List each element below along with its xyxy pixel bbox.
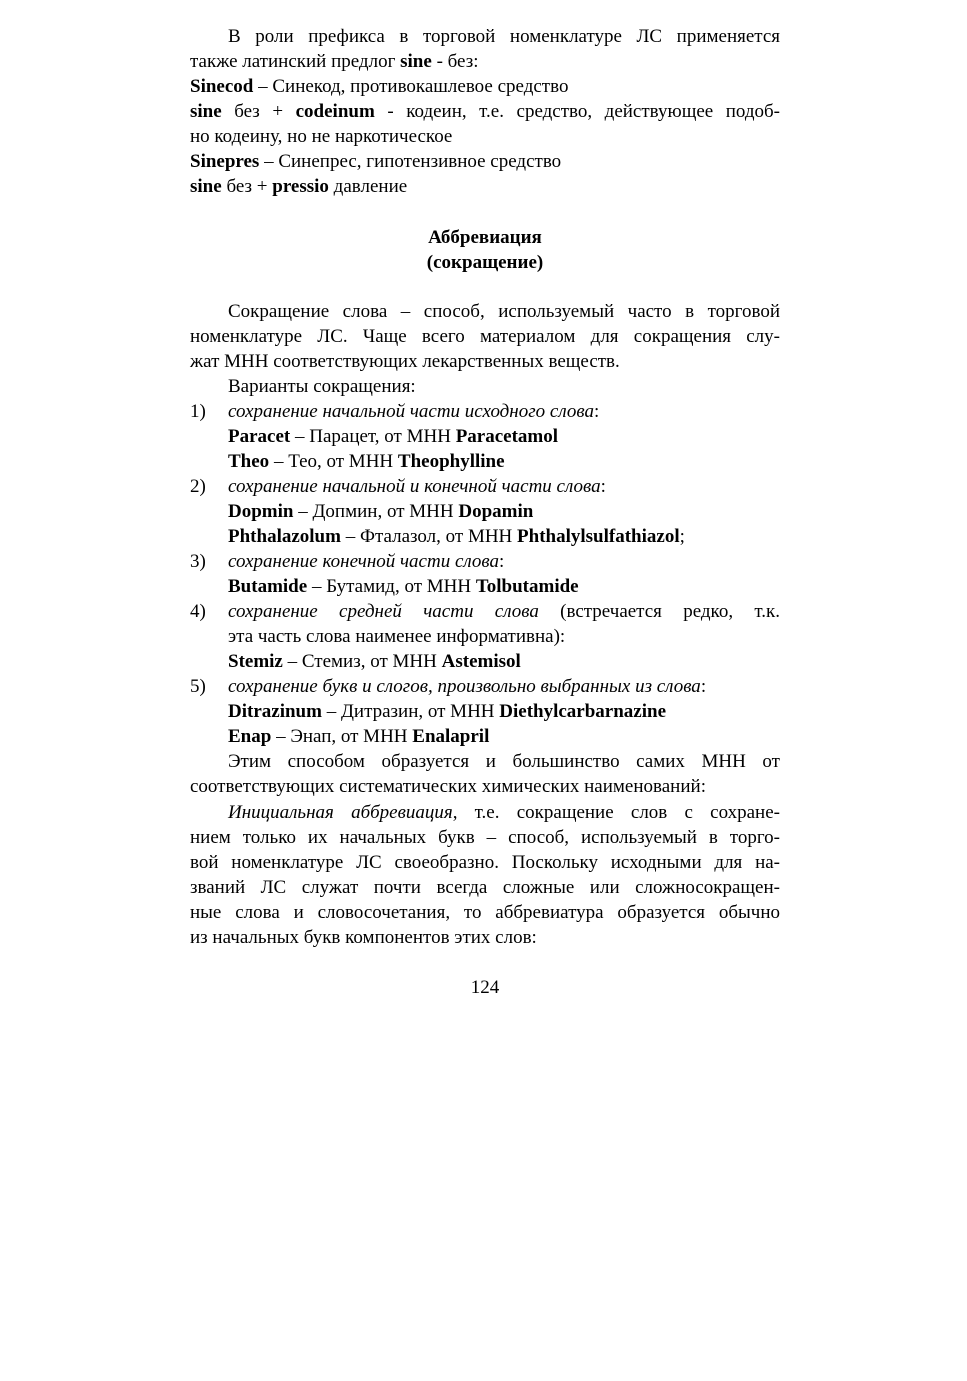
example-line bbox=[228, 649, 780, 674]
inn-name: Theophylline bbox=[397, 451, 505, 472]
text: – Энап, от МНН bbox=[271, 726, 413, 747]
inn-name: Enalapril bbox=[412, 726, 490, 747]
drug-name: Paracet bbox=[228, 426, 291, 447]
drug-name: Sinepres bbox=[190, 151, 260, 172]
drug-name: Stemiz bbox=[228, 651, 283, 672]
text: – Бутамид, от МНН bbox=[307, 576, 476, 597]
list-item-desc: сохранение букв и слогов, произвольно выбранных из слова: bbox=[228, 676, 707, 697]
text: - без: bbox=[431, 51, 479, 72]
text: – Допмин, от МНН bbox=[293, 501, 459, 522]
list-number: 4) bbox=[190, 601, 206, 622]
drug-name: Ditrazinum bbox=[228, 701, 322, 722]
para2-line-1: Этим способом образуется и большинство самих МНН от bbox=[228, 751, 780, 772]
latin-term: codeinum bbox=[295, 101, 375, 122]
page-number: 124 bbox=[470, 977, 500, 998]
drug-name: Enap bbox=[228, 726, 272, 747]
para3-line-5: ные слова и словосочетания, то аббревиатура образуется обычно bbox=[190, 902, 780, 923]
example-line bbox=[228, 574, 780, 599]
latin-term: pressio bbox=[272, 176, 329, 197]
text: – Тео, от МНН bbox=[269, 451, 398, 472]
list-number: 5) bbox=[190, 676, 206, 697]
para1-line-2: номенклатуре ЛС. Чаще всего материалом для сокращения слу- bbox=[190, 326, 780, 347]
para3-line-1 bbox=[228, 800, 780, 825]
list-item-desc: сохранение начальной и конечной части слова: bbox=[228, 476, 606, 497]
drug-name: Phthalazolum bbox=[228, 526, 341, 547]
text: сохранение начальной и конечной части слова bbox=[228, 476, 601, 497]
text: (встречается редко, т.к. bbox=[538, 601, 780, 622]
text: – Фталазол, от МНН bbox=[340, 526, 518, 547]
text: – Синепрес, гипотензивное средство bbox=[259, 151, 562, 172]
text: - кодеин, т.е. средство, действующее подоб- bbox=[387, 101, 781, 122]
section-subheading: (сокращение) bbox=[426, 252, 544, 273]
text: ; bbox=[679, 526, 685, 547]
para1-line-1: Сокращение слова – способ, используемый часто в торговой bbox=[228, 301, 780, 322]
intro-line-1 bbox=[228, 24, 780, 49]
inn-name: Dopamin bbox=[458, 501, 534, 522]
inn-name: Diethylcarbarnazine bbox=[499, 701, 667, 722]
latin-term: sine bbox=[190, 101, 222, 122]
text: также латинский предлог bbox=[190, 51, 401, 72]
sinecod-line bbox=[190, 74, 780, 99]
sine-pressio-line bbox=[190, 174, 780, 199]
list-number: 1) bbox=[190, 401, 206, 422]
text: – Стемиз, от МНН bbox=[282, 651, 442, 672]
inn-name: Paracetamol bbox=[455, 426, 559, 447]
para3-line-6: из начальных букв компонентов этих слов: bbox=[190, 927, 537, 948]
para3-line-3: вой номенклатуре ЛС своеобразно. Поскольку исходными для на- bbox=[190, 852, 780, 873]
text: – Синекод, противокашлевое средство bbox=[253, 76, 569, 97]
text: сохранение средней части слова bbox=[228, 601, 539, 622]
text: – Парацет, от МНН bbox=[290, 426, 456, 447]
drug-name: Butamide bbox=[228, 576, 308, 597]
section-heading: Аббревиация bbox=[428, 227, 542, 248]
inn-name: Astemisol bbox=[441, 651, 521, 672]
para3-line-4: званий ЛС служат почти всегда сложные или сложносокращен- bbox=[190, 877, 780, 898]
example-line bbox=[228, 424, 780, 449]
para3-line-2: нием только их начальных букв – способ, используемый в торго- bbox=[190, 827, 780, 848]
list-item-desc bbox=[228, 599, 780, 624]
sine-codeinum-line bbox=[190, 99, 780, 124]
para1-line-4: Варианты сокращения: bbox=[228, 376, 416, 397]
term: Инициальная аббревиация bbox=[228, 802, 453, 823]
list-number: 2) bbox=[190, 476, 206, 497]
text: сохранение начальной части исходного слова bbox=[228, 401, 594, 422]
text: В роли префикса в торговой номенклатуре ЛС применяется bbox=[228, 26, 780, 47]
drug-name: Theo bbox=[228, 451, 270, 472]
intro-line-2 bbox=[190, 49, 780, 74]
intro-continuation bbox=[190, 124, 780, 149]
para1-line-3: жат МНН соответствующих лекарственных веществ. bbox=[190, 351, 620, 372]
text: но кодеину, но не наркотическое bbox=[190, 126, 453, 147]
example-line bbox=[228, 524, 780, 549]
list-item-desc: сохранение начальной части исходного слова: bbox=[228, 401, 600, 422]
sinepres-line bbox=[190, 149, 780, 174]
text: без + bbox=[221, 101, 296, 122]
example-line bbox=[228, 499, 780, 524]
list-number: 3) bbox=[190, 551, 206, 572]
list-item-desc-cont: эта часть слова наименее информативна): bbox=[228, 626, 566, 647]
drug-name: Sinecod bbox=[190, 76, 254, 97]
text: , т.е. сокращение слов с сохране- bbox=[452, 802, 780, 823]
list-item-desc: сохранение конечной части слова: bbox=[228, 551, 505, 572]
example-line bbox=[228, 699, 780, 724]
text: сохранение букв и слогов, произвольно выбранных из слова bbox=[228, 676, 701, 697]
text: сохранение конечной части слова bbox=[228, 551, 500, 572]
latin-term: sine bbox=[400, 51, 432, 72]
example-line bbox=[228, 724, 780, 749]
text: – Дитразин, от МНН bbox=[321, 701, 500, 722]
latin-term: sine bbox=[190, 176, 222, 197]
drug-name: Dopmin bbox=[228, 501, 294, 522]
inn-name: Tolbutamide bbox=[475, 576, 579, 597]
text: давление bbox=[328, 176, 408, 197]
text: без + bbox=[221, 176, 273, 197]
example-line bbox=[228, 449, 780, 474]
inn-name: Phthalylsulfathiazol bbox=[517, 526, 680, 547]
para2-line-2: соответствующих систематических химических наименований: bbox=[190, 776, 706, 797]
